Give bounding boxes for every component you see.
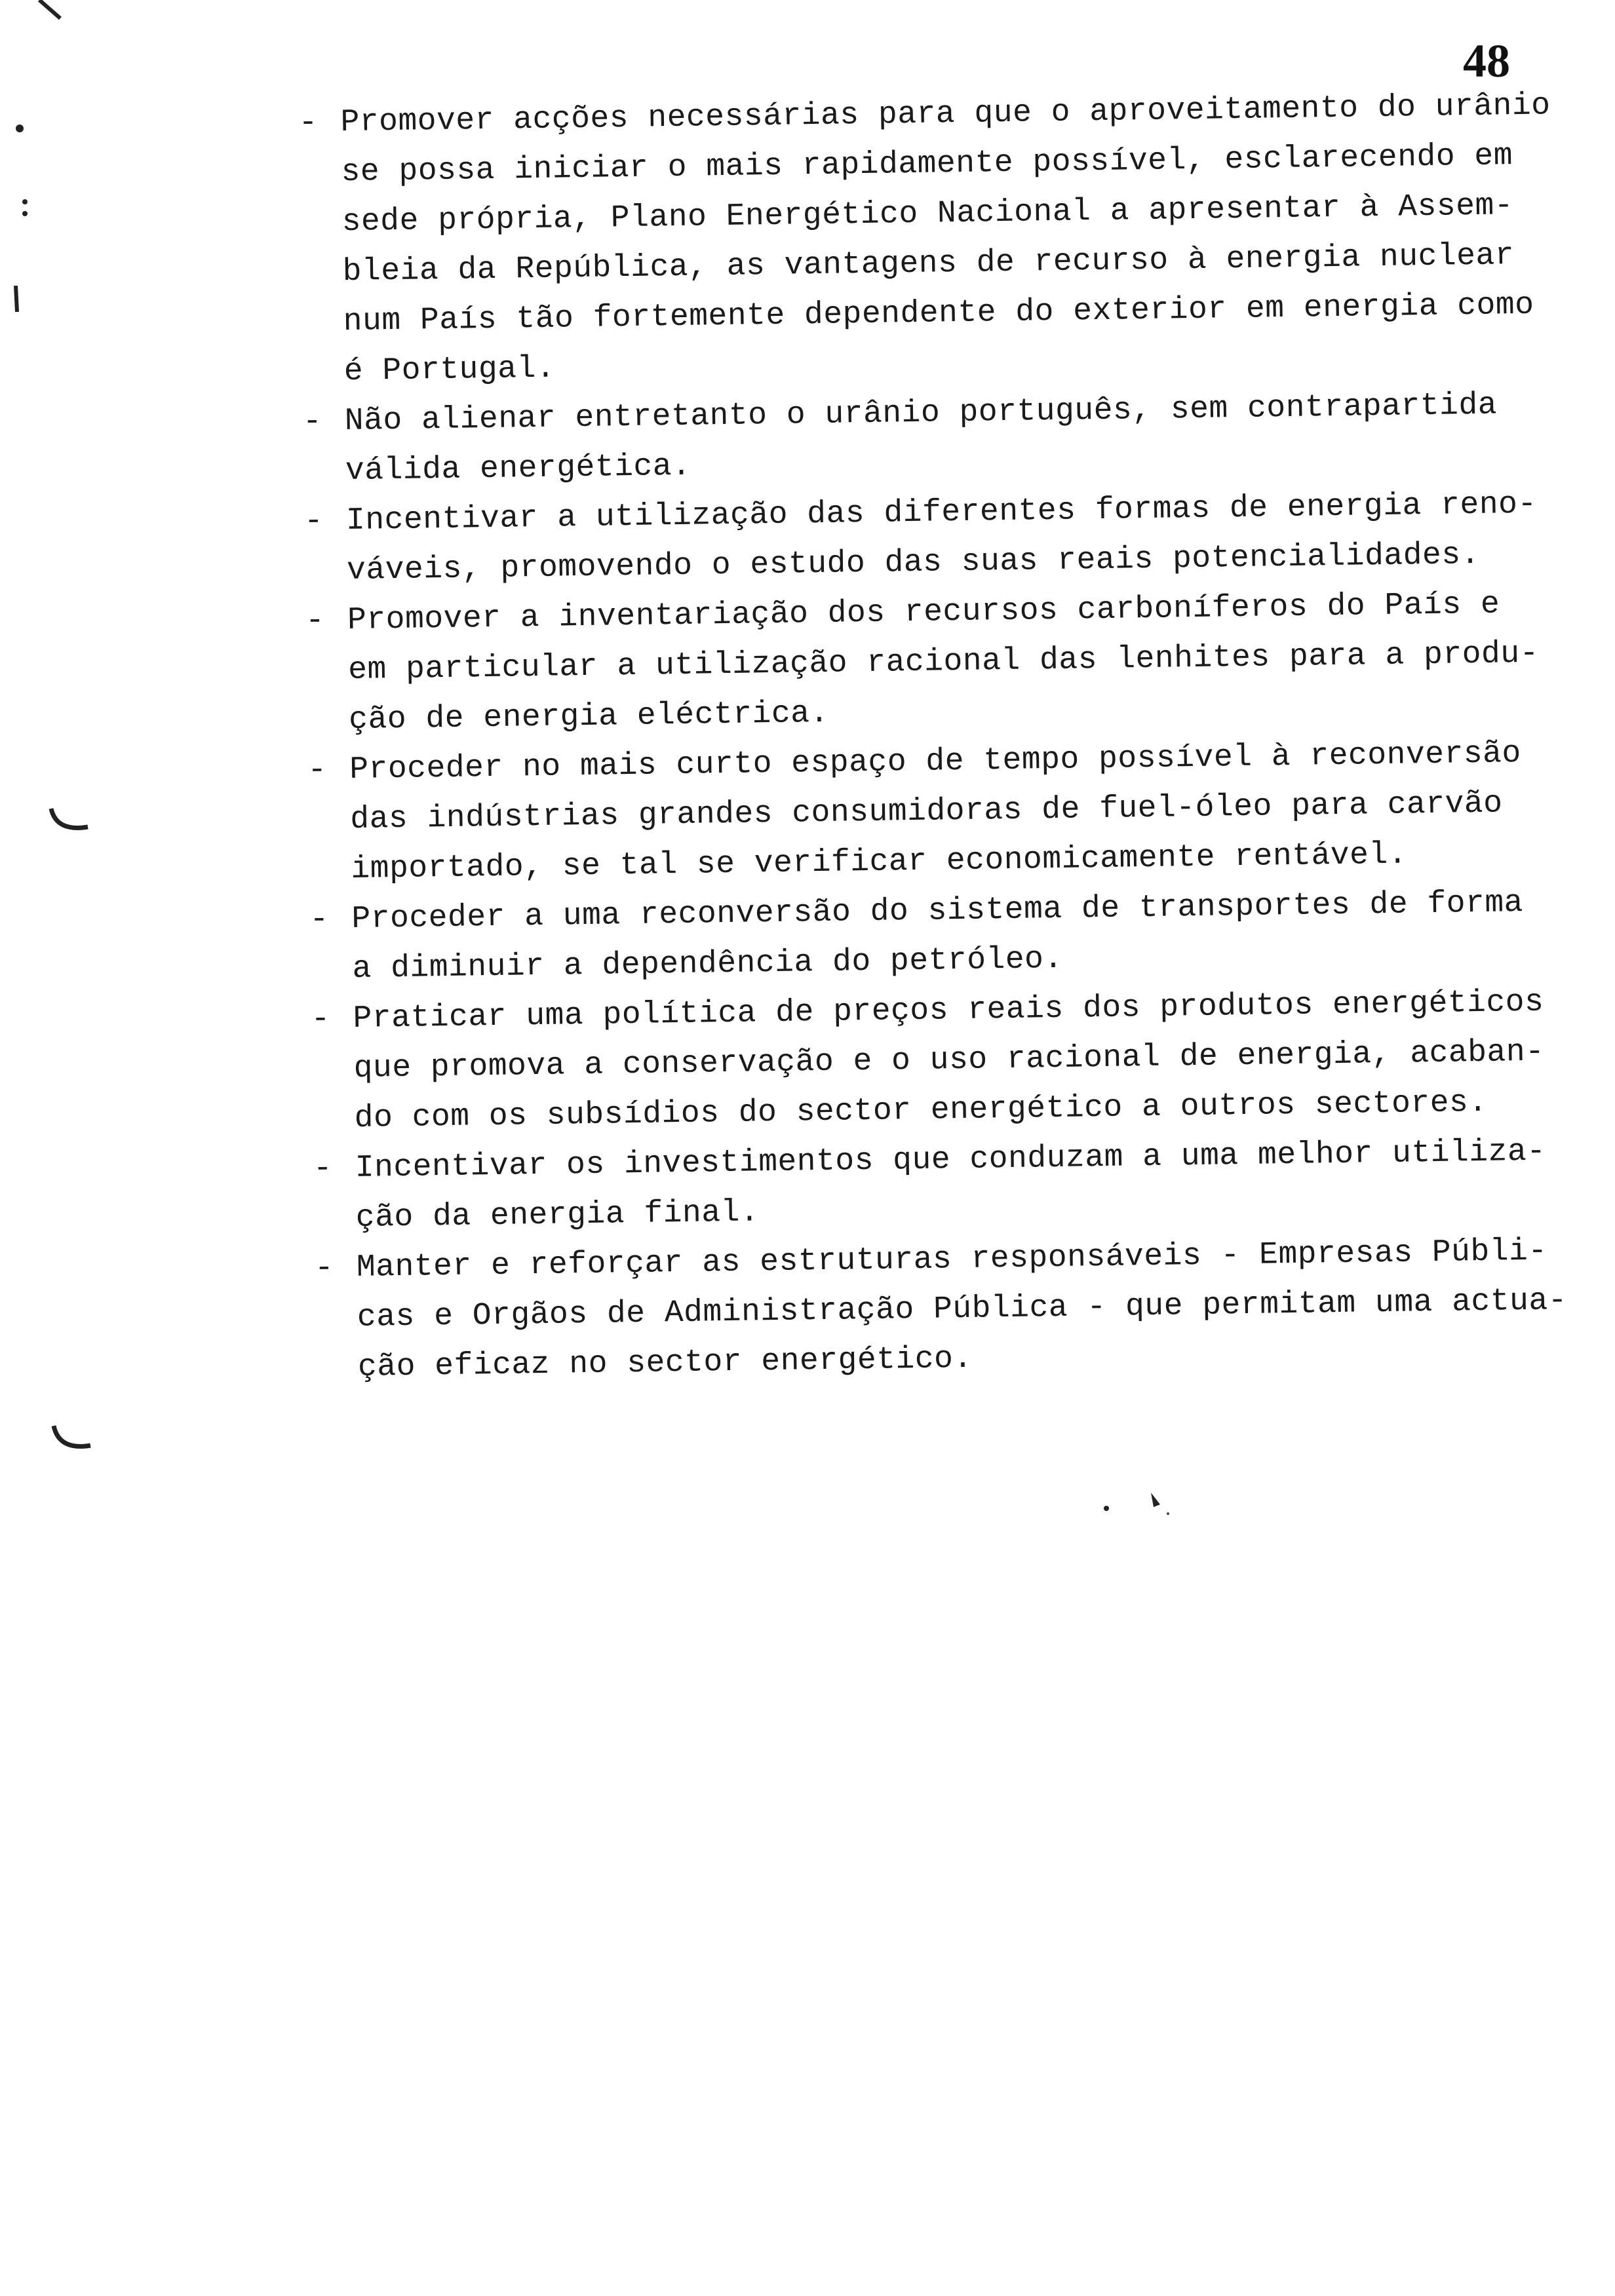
bullet-dash: - <box>307 752 328 788</box>
corner-mark <box>39 0 60 18</box>
bullet-dash: - <box>298 105 319 141</box>
bullet-dash: - <box>305 603 325 639</box>
list-item <box>307 727 1614 895</box>
list-item-text: Proceder no mais curto espaço de tempo possível à reconversão das indústrias grandes consumidoras de fuel-óleo para carvão importado, se tal se verificar economicamente rentável. <box>349 736 1522 887</box>
list-item-text: Incentivar a utilização das diferentes formas de energia reno- váveis, promovendo o estudo das suas reais potencialidades. <box>345 486 1538 589</box>
hole-punch-mark <box>54 1426 90 1446</box>
list-item-text: Promover a inventariação dos recursos carboníferos do País e em particular a utilização racional das lenhites para a produ- ção de energia eléctrica. <box>347 586 1540 738</box>
hole-punch-mark <box>51 809 88 828</box>
bullet-dash: - <box>314 1250 334 1286</box>
list-item <box>311 976 1615 1144</box>
list-item-text: Manter e reforçar as estruturas responsáveis - Empresas Públi- cas e Orgãos de Administração Pública - que permitam uma actua- ção eficaz no sector energético. <box>356 1233 1568 1385</box>
bullet-dash: - <box>303 503 324 539</box>
list-item-text: Proceder a uma reconversão do sistema de transportes de forma a diminuir a dependência do petróleo. <box>351 885 1524 987</box>
speck <box>1151 1493 1160 1507</box>
list-item <box>305 578 1612 746</box>
margin-dot <box>16 124 24 132</box>
bullet-dash: - <box>313 1151 333 1187</box>
page-number: 48 <box>1463 35 1510 87</box>
list-item <box>302 379 1608 497</box>
bullet-dash: - <box>302 404 322 440</box>
list-item <box>314 1225 1615 1393</box>
speck <box>1104 1506 1109 1511</box>
bullet-dash: - <box>311 1001 331 1037</box>
list-item-text: Praticar uma política de preços reais dos produtos energéticos que promova a conservação e o uso racional de energia, acaban- do com os subsídios do sector energético a outros sectores. <box>353 984 1545 1136</box>
list-item-text: Não alienar entretanto o urânio português, sem contrapartida válida energética. <box>344 387 1498 489</box>
list-item <box>313 1126 1615 1244</box>
margin-tick <box>16 286 17 312</box>
margin-dot <box>22 199 28 204</box>
list-item-text: Incentivar os investimentos que conduzam a uma melhor utiliza- ção da energia final. <box>355 1134 1546 1236</box>
bullet-dash: - <box>309 902 330 938</box>
speck <box>1167 1512 1169 1515</box>
list-item <box>303 478 1609 596</box>
margin-dot <box>22 211 28 216</box>
recommendation-list <box>298 80 1615 1393</box>
list-item <box>298 80 1606 397</box>
list-item-text: Promover acções necessárias para que o aproveitamento do urânio se possa iniciar o mais rapidamente possível, esclarecendo em sede própria, Plano Energético Nacional a apresentar à Assem- bleia da República, as vantagens de recurso à energia nuclear num País tão fortemente dependente do exterior em energia como é Portugal. <box>340 88 1551 390</box>
list-item <box>309 877 1615 995</box>
